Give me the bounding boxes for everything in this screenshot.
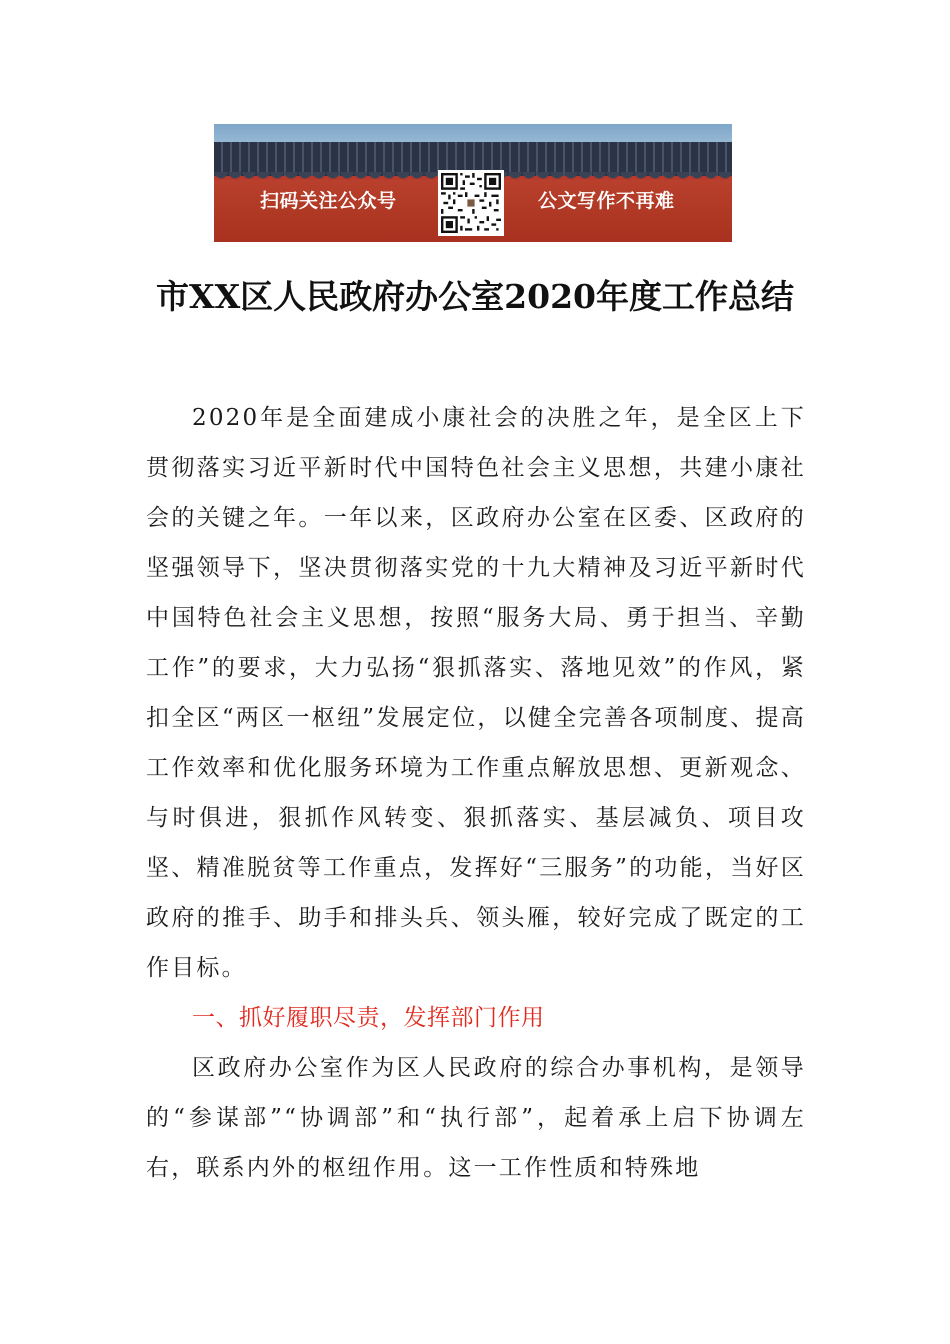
banner-slogan-right: 公文写作不再难 <box>538 190 675 212</box>
section-heading: 一、抓好履职尽责，发挥部门作用 <box>192 1005 545 1031</box>
document-title: 市XX区人民政府办公室2020年度工作总结 <box>155 277 795 316</box>
intro-paragraph: 2020年是全面建成小康社会的决胜之年，是全区上下贯彻落实习近平新时代中国特色社会主义思想，共建小康社会的关键之年。一年以来，区政府办公室在区委、区政府的坚强领导下，坚决贯彻落实党的十九大精神及习近平新时代中国特色社会主义思想，按照“服务大局、勇于担当、辛勤工作”的要求，大力弘扬“狠抓落实、落地见效”的作风，紧扣全区“两区一枢纽”发展定位，以健全完善各项制度、提高工作效率和优化服务环境为工作重点解放思想、更新观念、与时俱进，狠抓作风转变、狠抓落实、基层减负、项目攻坚、精准脱贫等工作重点，发挥好“三服务”的功能，当好区政府的推手、助手和排头兵、领头雁，较好完成了既定的工作目标。 <box>146 405 806 981</box>
header-banner <box>214 124 732 242</box>
qr-code-graphic <box>441 173 501 233</box>
banner-slogan-left: 扫码关注公众号 <box>260 190 397 212</box>
section-paragraph: 区政府办公室作为区人民政府的综合办事机构，是领导的“参谋部”“协调部”和“执行部”，起着承上启下协调左右，联系内外的枢纽作用。这一工作性质和特殊地 <box>146 1055 806 1181</box>
document-body <box>146 393 806 1193</box>
qr-code-icon[interactable] <box>438 170 504 236</box>
